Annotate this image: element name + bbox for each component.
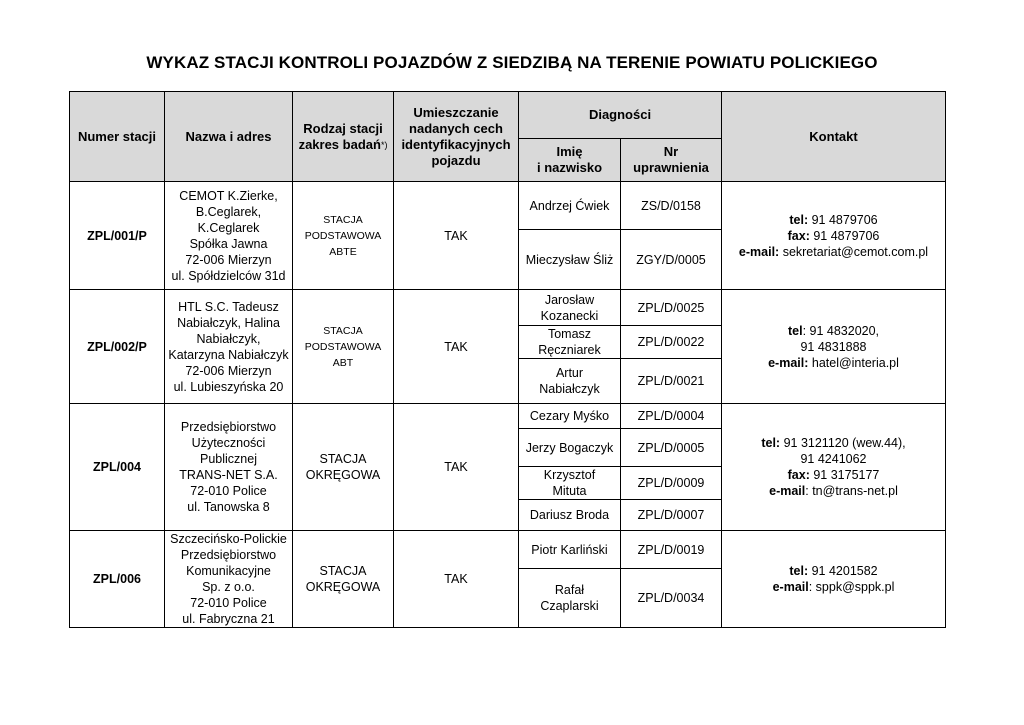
station-type-line: STACJA xyxy=(319,452,367,466)
diagnost-name xyxy=(519,500,621,531)
header-imie-line1: Imię xyxy=(556,144,583,159)
contact-label: e-mail: xyxy=(738,244,780,259)
station-type-line: OKRĘGOWA xyxy=(305,468,381,482)
diagnost-name-line: Ręczniarek xyxy=(538,343,601,357)
address-line: Sp. z o.o. xyxy=(202,580,255,594)
diagnost-name-line: Krzysztof xyxy=(543,468,596,482)
ident-marking: TAK xyxy=(394,531,519,628)
diagnost-name-line: Mieczysław Śliż xyxy=(525,252,614,267)
diagnost-name-line: Nabiałczyk xyxy=(539,382,600,396)
header-rodzaj xyxy=(293,92,394,182)
station-type-line: ABTE xyxy=(329,245,357,258)
diagnost-license: ZPL/D/0007 xyxy=(621,500,722,531)
header-umieszczanie-line4: pojazdu xyxy=(431,152,481,168)
table-row xyxy=(70,182,946,230)
station-address xyxy=(165,182,293,290)
diagnost-name xyxy=(519,290,621,326)
address-line: Przedsiębiorstwo xyxy=(180,420,277,434)
station-type-line: STACJA xyxy=(323,213,363,226)
header-umieszczanie-line3: identyfikacyjnych xyxy=(401,136,511,152)
header-nr xyxy=(621,139,722,182)
diagnost-name xyxy=(519,467,621,500)
header-imie-line2: i nazwisko xyxy=(536,160,603,175)
contact-line xyxy=(725,228,942,244)
station-address xyxy=(165,290,293,404)
contact-value: : sppk@sppk.pl xyxy=(808,580,895,594)
address-line: 72-006 Mierzyn xyxy=(185,363,272,378)
diagnost-name-line: Rafał xyxy=(554,583,585,598)
diagnost-name xyxy=(519,326,621,359)
table-row xyxy=(70,404,946,429)
contact-line xyxy=(725,451,942,467)
address-line: ul. Tanowska 8 xyxy=(187,500,270,514)
station-contact xyxy=(722,404,946,531)
contact-line xyxy=(725,212,942,228)
diagnost-license: ZPL/D/0009 xyxy=(621,467,722,500)
address-line: B.Ceglarek, xyxy=(195,204,262,219)
address-line: ul. Spółdzielców 31d xyxy=(171,268,286,283)
contact-value: 91 4241062 xyxy=(800,452,867,466)
contact-value: 91 4879706 xyxy=(808,212,878,227)
address-line: Katarzyna Nabiałczyk xyxy=(168,347,289,362)
address-line: Komunikacyjne xyxy=(186,564,271,578)
contact-label: tel: xyxy=(761,436,781,450)
diagnost-name-line: Mituta xyxy=(552,484,587,498)
contact-value: 91 4879706 xyxy=(809,228,880,243)
contact-label: e-mail xyxy=(772,580,809,594)
header-nr-line1: Nr xyxy=(663,144,679,159)
table-row xyxy=(70,290,946,326)
station-type xyxy=(293,290,394,404)
header-rodzaj-line1: Rodzaj stacji xyxy=(303,120,383,136)
contact-line xyxy=(725,563,942,579)
header-diagnosci: Diagności xyxy=(519,92,722,139)
station-contact xyxy=(722,182,946,290)
contact-label: e-mail xyxy=(769,484,806,498)
diagnost-license: ZGY/D/0005 xyxy=(621,230,722,290)
diagnost-name xyxy=(519,404,621,429)
header-nazwa: Nazwa i adres xyxy=(165,92,293,182)
contact-line xyxy=(725,323,942,339)
diagnost-name-line: Andrzej Ćwiek xyxy=(529,198,610,213)
address-line: ul. Lubieszyńska 20 xyxy=(173,379,284,394)
contact-line xyxy=(725,483,942,499)
station-number: ZPL/002/P xyxy=(70,290,165,404)
address-line: 72-010 Police xyxy=(190,484,267,498)
address-line: 72-010 Police xyxy=(190,596,267,610)
contact-line xyxy=(725,467,942,483)
contact-line xyxy=(725,355,942,371)
diagnost-name-line: Artur xyxy=(555,366,584,380)
address-line: K.Ceglarek xyxy=(197,220,260,235)
address-line: 72-006 Mierzyn xyxy=(185,252,272,267)
contact-label: tel xyxy=(787,323,803,338)
address-line: Spółka Jawna xyxy=(189,236,268,251)
diagnost-name xyxy=(519,182,621,230)
diagnost-license: ZS/D/0158 xyxy=(621,182,722,230)
header-imie xyxy=(519,139,621,182)
header-numer: Numer stacji xyxy=(70,92,165,182)
address-line: ul. Fabryczna 21 xyxy=(182,612,275,626)
station-number: ZPL/004 xyxy=(70,404,165,531)
diagnost-license: ZPL/D/0005 xyxy=(621,429,722,467)
contact-value: sekretariat@cemot.com.pl xyxy=(779,244,929,259)
diagnost-name-line: Tomasz xyxy=(547,327,592,341)
address-line: Szczecińsko-Polickie xyxy=(170,532,287,546)
station-type-line: STACJA xyxy=(319,564,367,578)
station-type-line: PODSTAWOWA xyxy=(304,229,382,242)
contact-value: 91 4831888 xyxy=(800,339,867,354)
header-rodzaj-footnote: *) xyxy=(380,139,388,150)
diagnost-name xyxy=(519,569,621,628)
contact-value: 91 3175177 xyxy=(809,468,880,482)
diagnost-name xyxy=(519,429,621,467)
diagnost-license: ZPL/D/0004 xyxy=(621,404,722,429)
contact-value: : 91 4832020, xyxy=(802,323,880,338)
table-row xyxy=(70,531,946,569)
station-number: ZPL/006 xyxy=(70,531,165,628)
contact-line xyxy=(725,435,942,451)
contact-value: : tn@trans-net.pl xyxy=(805,484,898,498)
station-type xyxy=(293,182,394,290)
station-contact xyxy=(722,531,946,628)
contact-label: tel: xyxy=(789,564,809,578)
header-umieszczanie xyxy=(394,92,519,182)
address-line: Przedsiębiorstwo xyxy=(180,548,277,562)
diagnost-license: ZPL/D/0019 xyxy=(621,531,722,569)
station-type-line: PODSTAWOWA xyxy=(304,340,382,353)
address-line: CEMOT K.Zierke, xyxy=(179,188,278,203)
contact-value: hatel@interia.pl xyxy=(808,355,899,370)
diagnost-name-line: Piotr Karliński xyxy=(531,542,608,557)
stations-table xyxy=(69,91,946,628)
station-type xyxy=(293,531,394,628)
page-title: WYKAZ STACJI KONTROLI POJAZDÓW Z SIEDZIBĄ NA TERENIE POWIATU POLICKIEGO xyxy=(146,53,878,72)
contact-label: fax: xyxy=(787,228,810,243)
station-address xyxy=(165,531,293,628)
address-line: Publicznej xyxy=(200,452,257,466)
diagnost-name-line: Czaplarski xyxy=(540,599,599,614)
station-number: ZPL/001/P xyxy=(70,182,165,290)
contact-value: 91 4201582 xyxy=(808,564,878,578)
header-kontakt: Kontakt xyxy=(722,92,946,182)
ident-marking: TAK xyxy=(394,182,519,290)
contact-label: fax: xyxy=(787,468,810,482)
header-rodzaj-line2: zakres badań xyxy=(298,136,381,152)
station-type-line: STACJA xyxy=(323,324,363,337)
diagnost-name xyxy=(519,230,621,290)
diagnost-name-line: Kozanecki xyxy=(540,308,599,323)
contact-label: e-mail: xyxy=(768,355,809,370)
station-type-line: ABT xyxy=(332,356,354,369)
header-umieszczanie-line1: Umieszczanie xyxy=(413,104,499,120)
diagnost-name xyxy=(519,359,621,404)
header-nr-line2: uprawnienia xyxy=(633,160,709,175)
diagnost-name-line: Dariusz Broda xyxy=(529,508,610,522)
contact-line xyxy=(725,339,942,355)
address-line: Użyteczności xyxy=(191,436,266,450)
address-line: Nabiałczyk, Halina xyxy=(177,315,280,330)
diagnost-name-line: Cezary Myśko xyxy=(529,409,610,423)
ident-marking: TAK xyxy=(394,290,519,404)
diagnost-license: ZPL/D/0034 xyxy=(621,569,722,628)
diagnost-name-line: Jarosław xyxy=(544,292,595,307)
contact-label: tel: xyxy=(789,212,809,227)
contact-value: 91 3121120 (wew.44), xyxy=(780,436,906,450)
contact-line xyxy=(725,579,942,595)
station-address xyxy=(165,404,293,531)
station-contact xyxy=(722,290,946,404)
diagnost-name-line: Jerzy Bogaczyk xyxy=(525,440,614,455)
stations-body xyxy=(70,182,946,628)
station-type xyxy=(293,404,394,531)
address-line: HTL S.C. Tadeusz xyxy=(178,299,279,314)
diagnost-license: ZPL/D/0025 xyxy=(621,290,722,326)
contact-line xyxy=(725,244,942,260)
address-line: Nabiałczyk, xyxy=(196,331,261,346)
diagnost-license: ZPL/D/0021 xyxy=(621,359,722,404)
diagnost-name xyxy=(519,531,621,569)
station-type-line: OKRĘGOWA xyxy=(305,580,381,594)
header-umieszczanie-line2: nadanych cech xyxy=(409,120,503,136)
diagnost-license: ZPL/D/0022 xyxy=(621,326,722,359)
ident-marking: TAK xyxy=(394,404,519,531)
address-line: TRANS-NET S.A. xyxy=(179,468,278,482)
